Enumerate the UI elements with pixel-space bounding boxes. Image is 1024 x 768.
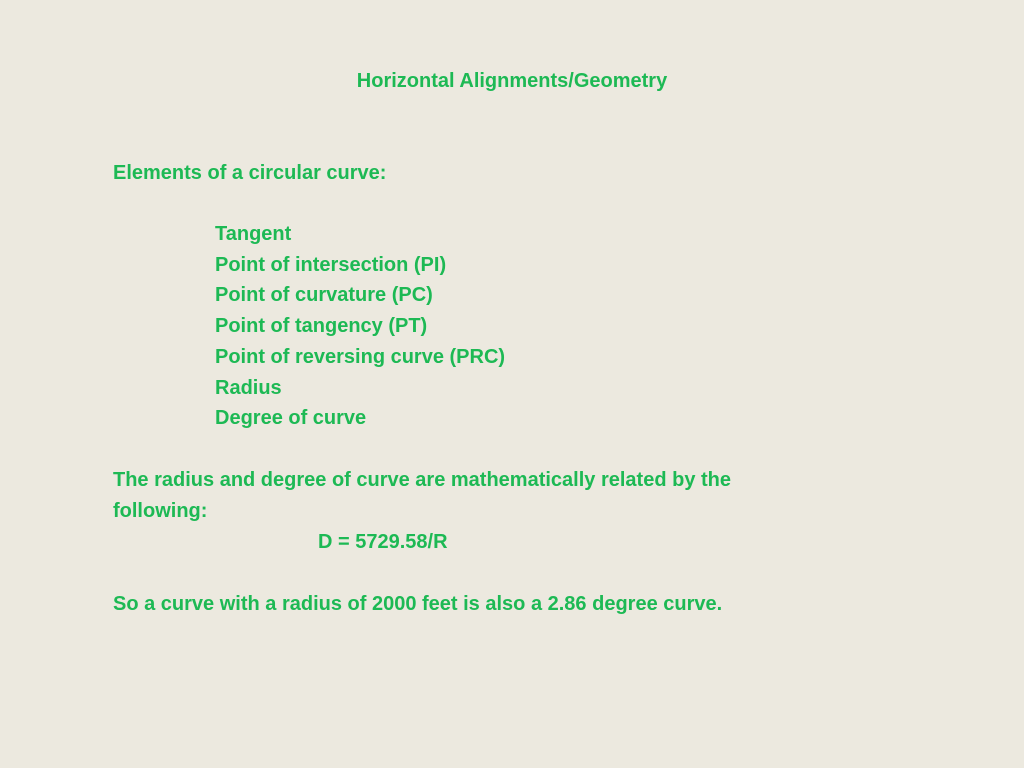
example-statement: So a curve with a radius of 2000 feet is also a 2.86 degree curve. (113, 593, 723, 615)
list-item: Point of reversing curve (PRC) (215, 345, 506, 368)
relation-text-line1: The radius and degree of curve are mathematically related by the (113, 469, 731, 491)
slide-title: Horizontal Alignments/Geometry (356, 70, 668, 92)
list-item: Radius (215, 376, 282, 399)
relation-text-line2: following: (113, 500, 208, 522)
list-item: Tangent (215, 223, 292, 245)
list-item: Point of intersection (PI) (215, 253, 447, 276)
formula: D = 5729.58/R (318, 531, 448, 553)
curve-elements-list (215, 219, 505, 434)
list-item: Degree of curve (215, 407, 367, 430)
list-item: Point of curvature (PC) (215, 284, 433, 307)
section-heading: Elements of a circular curve: (113, 162, 387, 184)
list-item: Point of tangency (PT) (215, 315, 428, 338)
